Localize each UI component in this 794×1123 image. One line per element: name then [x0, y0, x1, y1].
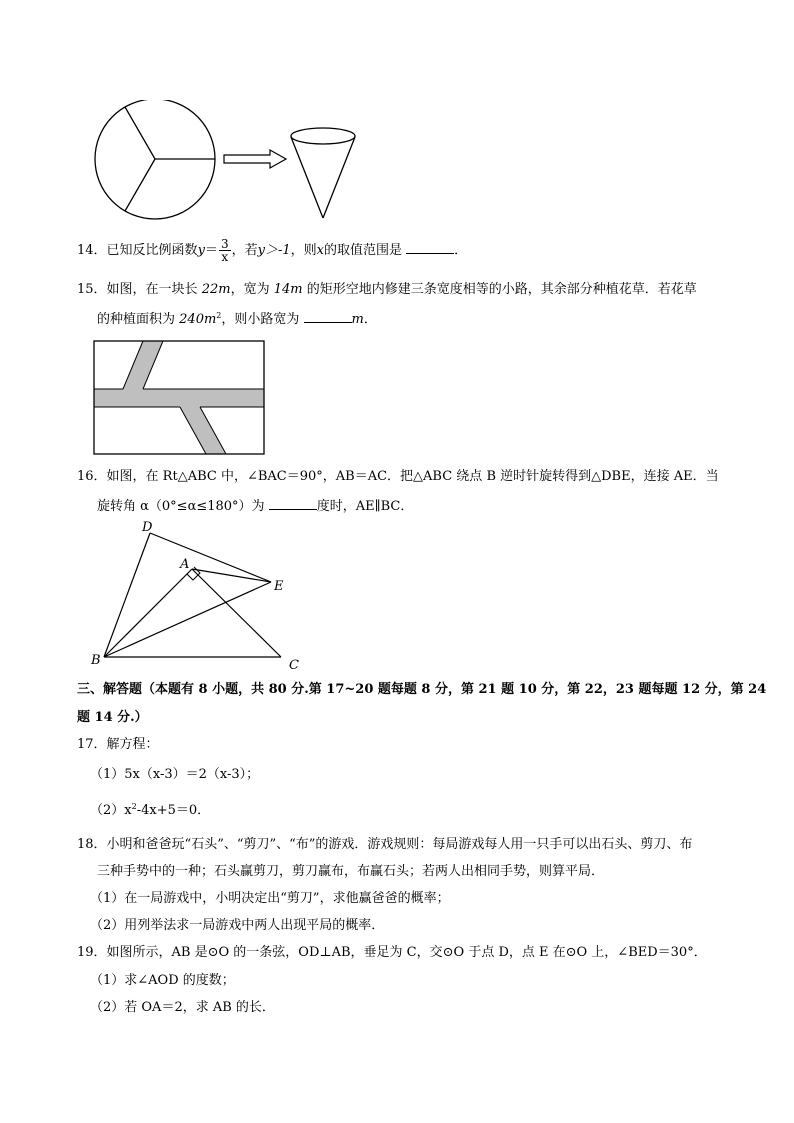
question-text: 旋转角 α（0°≤α≤180°）为: [97, 499, 265, 514]
question-number: 18．: [77, 837, 107, 852]
question-text: 的种植面积为: [97, 312, 176, 327]
question-number: 16．: [77, 469, 107, 484]
point-label-a: A: [180, 557, 190, 572]
area-value: 240m: [179, 312, 217, 327]
math-condition: y＞-1: [257, 243, 291, 258]
point-label-b: B: [91, 653, 101, 668]
cone-side: [323, 137, 355, 218]
question-18-part-2: [90, 917, 384, 935]
cone-top: [291, 128, 355, 144]
answer-blank[interactable]: [269, 496, 317, 510]
question-14: [77, 238, 467, 263]
question-text: ，若: [231, 243, 258, 258]
right-arrow-icon: [224, 150, 286, 168]
section-heading-text: 三、解答题（本题有 8 小题，共 80 分.第 17~20 题每题 8 分，第 21 题 10 分，第 22，23 题每题 12 分，第 24: [77, 682, 767, 697]
point-label-e: E: [274, 579, 284, 594]
fraction-numerator: 3: [220, 237, 229, 251]
question-18-line-1: [77, 836, 692, 854]
road-horizontal: [94, 389, 264, 407]
rectangle-roads-figure: [93, 340, 265, 455]
question-text: 如图，在 Rt△ABC 中，∠BAC＝90°，AB＝AC．把△ABC 绕点 B 逆时针旋转得到△DBE，连接 AE．当: [106, 469, 719, 484]
answer-blank[interactable]: [406, 240, 454, 254]
section-heading-text: 题 14 分.）: [77, 710, 148, 725]
question-15-line-1: [77, 281, 697, 299]
question-text: 解方程：: [106, 737, 159, 752]
sub-question: -4x+5＝0．: [136, 803, 211, 818]
math-var: y: [197, 243, 205, 258]
question-19-part-2: [90, 999, 275, 1017]
question-19-part-1: [90, 972, 235, 990]
question-text: 已知反比例函数: [106, 243, 198, 258]
question-number: 17．: [77, 737, 107, 752]
question-number: 14．: [77, 243, 107, 258]
question-16-line-1: [77, 468, 719, 486]
question-18-part-1: [90, 890, 450, 908]
question-17-part-1: [90, 766, 259, 784]
unit: m: [351, 312, 364, 327]
width-value: 14m: [273, 282, 303, 297]
question-text: 三种手势中的一种；石头赢剪刀，剪刀赢布，布赢石头；若两人出相同手势，则算平局．: [97, 864, 605, 879]
sub-question: （2）用列举法求一局游戏中两人出现平局的概率．: [90, 918, 385, 933]
math-var: x: [316, 243, 324, 258]
fraction: [219, 238, 231, 263]
rotated-triangle-figure: [85, 518, 310, 673]
question-17-part-2: [90, 802, 210, 820]
question-number: 15．: [77, 282, 107, 297]
question-text: 如图，在一块长: [106, 282, 198, 297]
question-text: ，则: [290, 243, 317, 258]
sub-question: （1）在一局游戏中，小明决定出“剪刀”，求他赢爸爸的概率；: [90, 891, 450, 906]
question-18-line-2: [97, 863, 604, 881]
equals-sign: ＝: [204, 243, 218, 258]
question-text: 如图所示，AB 是⊙O 的一条弦，OD⊥AB，垂足为 C，交⊙O 于点 D，点 E 在⊙O 上，∠BED＝30°．: [106, 945, 707, 960]
length-value: 22m: [201, 282, 231, 297]
question-text: ，则小路宽为: [221, 312, 300, 327]
cone-side: [291, 137, 323, 218]
sub-question: （1）5x（x-3）＝2（x-3）；: [90, 767, 260, 782]
circle-radius: [125, 159, 155, 211]
answer-blank[interactable]: [304, 309, 352, 323]
point-label-c: C: [289, 658, 299, 673]
sub-question: （2）x: [90, 803, 132, 818]
superscript: 2: [131, 802, 137, 811]
question-text: 小明和爸爸玩“石头”、“剪刀”、“布”的游戏．游戏规则：每局游戏每人用一只手可以出石头、剪刀、布: [106, 837, 693, 852]
road-diagonal: [123, 341, 163, 389]
circle-radius: [125, 107, 155, 159]
superscript: 2: [216, 311, 222, 320]
question-text: ．: [363, 312, 377, 327]
point-label-d: D: [142, 520, 153, 535]
question-text: ，宽为: [230, 282, 270, 297]
sub-question: （1）求∠AOD 的度数；: [90, 973, 235, 988]
question-text: 的取值范围是: [323, 243, 402, 258]
section-heading-cont: [77, 709, 148, 727]
section-heading: [77, 681, 766, 699]
question-16-line-2: [97, 496, 413, 516]
question-19: [77, 944, 707, 962]
sub-question: （2）若 OA＝2，求 AB 的长．: [90, 1000, 275, 1015]
question-15-line-2: [97, 309, 377, 329]
question-text: 的矩形空地内修建三条宽度相等的小路，其余部分种植花草．若花草: [306, 282, 697, 297]
question-text: 度时，AE∥BC．: [316, 499, 414, 514]
circle-cone-figure: [90, 100, 370, 225]
question-17: [77, 736, 159, 754]
question-number: 19．: [77, 945, 107, 960]
fraction-denominator: x: [221, 250, 229, 264]
question-text: ．: [454, 243, 468, 258]
road-diagonal: [180, 407, 226, 454]
